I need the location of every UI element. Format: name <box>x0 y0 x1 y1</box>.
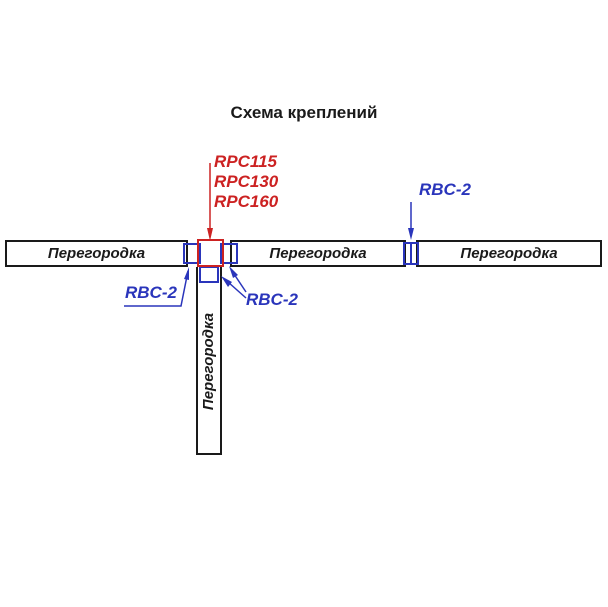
partition-bar-right <box>416 240 602 267</box>
rpc-label-115: RPC115 <box>214 152 277 171</box>
partition-label-right: Перегородка <box>460 245 558 262</box>
partition-label-vertical-wrap <box>196 267 222 455</box>
partition-bar-middle <box>230 240 406 267</box>
rbc-connector-mid-right-b <box>410 242 419 265</box>
rbc-lower-right-leader-b <box>228 282 246 298</box>
rbc-top-arrowhead <box>408 228 414 240</box>
rbc-lower-right-leader-a <box>232 271 246 292</box>
rpc-label-130: RPC130 <box>214 172 279 191</box>
partition-label-left: Перегородка <box>47 245 146 262</box>
rbc-label-top-right: RBC-2 <box>419 180 471 199</box>
partition-label-vertical: Перегородка <box>200 312 218 410</box>
rbc-label-lower-right: RBC-2 <box>246 290 298 309</box>
partition-label-middle: Перегородка <box>269 245 367 262</box>
rbc-lower-right-arrowhead-b <box>221 276 232 287</box>
rpc-connector-square <box>197 239 224 267</box>
rbc-lower-right-arrowhead-a <box>229 266 238 278</box>
partition-bar-left <box>5 240 188 267</box>
rbc-label-lower-left: RBC-2 <box>125 283 177 302</box>
rpc-label-160: RPC160 <box>214 192 279 211</box>
rbc-connector-vertical-top <box>199 266 219 283</box>
rpc-labels <box>214 152 278 212</box>
rbc-left-arrowhead <box>184 267 189 280</box>
diagram-title: Схема креплений <box>230 103 378 122</box>
